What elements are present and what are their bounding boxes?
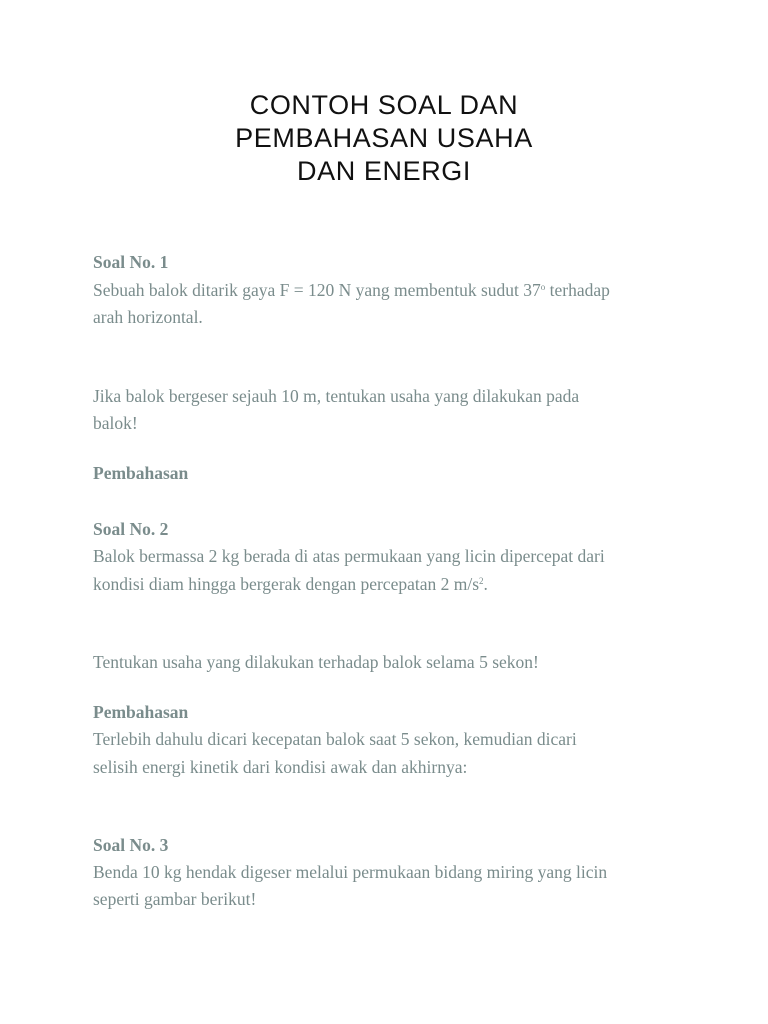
soal-1-text-a: Sebuah balok ditarik gaya F = 120 N yang membentuk sudut 37 [93, 280, 541, 300]
soal-1-question-line-1: Jika balok bergeser sejauh 10 m, tentukan usaha yang dilakukan pada [93, 386, 580, 406]
soal-1-text-line-1 [93, 280, 610, 301]
soal-1-heading: Soal No. 1 [93, 252, 169, 272]
degree-superscript: o [540, 282, 546, 292]
title-line-1: CONTOH SOAL DAN [249, 90, 519, 120]
soal-1-text-b: terhadap [545, 280, 610, 300]
soal-2-pembahasan-line-2: selisih energi kinetik dari kondisi awak dan akhirnya: [93, 757, 468, 777]
soal-3-text-line-1: Benda 10 kg hendak digeser melalui permukaan bidang miring yang licin [93, 862, 608, 882]
soal-2-text-line-2 [93, 574, 488, 595]
soal-1-pembahasan-heading: Pembahasan [93, 463, 189, 483]
soal-3-text-line-2: seperti gambar berikut! [93, 889, 257, 909]
soal-2-question: Tentukan usaha yang dilakukan terhadap balok selama 5 sekon! [93, 652, 539, 672]
soal-2-pembahasan-line-1: Terlebih dahulu dicari kecepatan balok saat 5 sekon, kemudian dicari [93, 729, 577, 749]
soal-2-heading: Soal No. 2 [93, 519, 169, 539]
soal-2-text-b: . [483, 574, 488, 594]
title-line-3: DAN ENERGI [296, 156, 472, 186]
title-line-2: PEMBAHASAN USAHA [235, 123, 533, 153]
soal-1-text-line-2: arah horizontal. [93, 307, 203, 327]
document-title [0, 89, 768, 188]
soal-2-pembahasan-heading: Pembahasan [93, 702, 189, 722]
soal-2-text-a: kondisi diam hingga bergerak dengan percepatan 2 m/s [93, 574, 480, 594]
soal-2-text-line-1: Balok bermassa 2 kg berada di atas permukaan yang licin dipercepat dari [93, 546, 605, 566]
squared-superscript: 2 [479, 576, 484, 586]
soal-3-heading: Soal No. 3 [93, 835, 169, 855]
soal-1-question-line-2: balok! [93, 413, 138, 433]
